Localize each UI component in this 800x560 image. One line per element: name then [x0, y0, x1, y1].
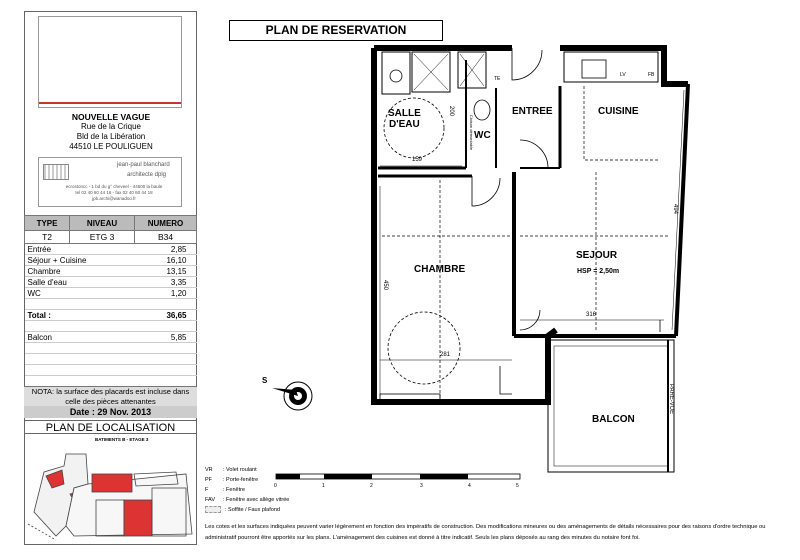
scale-label: 1 — [322, 483, 325, 489]
legend-item: : Soffite / Faux plafond — [205, 505, 289, 515]
total-row: Total : 36,65 — [25, 310, 197, 321]
plan-title: PLAN DE RESERVATION — [229, 20, 443, 41]
scale-label: 2 — [370, 483, 373, 489]
fixture-te: TE — [494, 76, 501, 82]
dim-281: 281 — [440, 352, 451, 358]
cloison-label: Cloison démontable — [469, 114, 475, 151]
legend — [205, 465, 289, 515]
compass-icon — [272, 382, 312, 410]
type-value: T2 — [25, 231, 70, 244]
address-city: 44510 LE POULIGUEN — [69, 142, 153, 151]
project-name: NOUVELLE VAGUE — [71, 112, 151, 122]
ceiling-height: HSP = 2,50m — [577, 268, 620, 275]
legend-item: FAV : Fenêtre avec allège vitrée — [205, 497, 290, 503]
table-row: WC 1,20 — [25, 288, 197, 299]
dim-450: 450 — [382, 279, 389, 291]
plan-date: Date : 29 Nov. 2013 — [24, 406, 197, 418]
address-street: Rue de la Crique — [80, 122, 142, 131]
col-type: TYPE — [25, 216, 70, 231]
col-numero: NUMERO — [135, 216, 197, 231]
room-label-chambre: CHAMBRE — [414, 264, 466, 275]
dim-159: 159 — [412, 157, 423, 163]
surface-note: NOTA: la surface des placards est incluse dans celle des pièces attenantes — [24, 386, 197, 407]
balcon-row: Balcon 5,85 — [25, 332, 197, 343]
architect-email: jpb.archi@wanadoo.fr — [92, 196, 136, 201]
architect-title: architecte dplg — [127, 172, 167, 178]
architect-name: jean-paul blanchard — [117, 162, 170, 168]
compass-south: S — [262, 376, 268, 385]
numero-value: B34 — [135, 231, 197, 244]
pare-vue-label: PARE-VUE — [668, 383, 675, 415]
disclaimer: Les cotes et les surfaces indiquées peuvent varier légèrement en fonction des impératifs de construction. Des modifications mineures ou des aménagements de détails nécessaires pour des raisons d'ordre technique ou administratif pourront être apportés sur les plans. L'aménagement des cuisines est donné à titre indicatif. Seuls les plans déposés au rang des minutes du notaire font foi. — [205, 524, 766, 541]
table-row: Séjour + Cuisine 16,10 — [25, 255, 197, 266]
col-niveau: NIVEAU — [70, 216, 135, 231]
localisation-title: PLAN DE LOCALISATION — [24, 420, 197, 434]
scale-label: 3 — [420, 483, 423, 489]
table-row: Salle d'eau 3,35 — [25, 277, 197, 288]
table-row: Chambre 13,15 — [25, 266, 197, 277]
soffite-swatch — [205, 506, 221, 513]
room-label-salle: SALLE D'EAU — [388, 108, 421, 130]
scale-label: 5 — [516, 483, 519, 489]
scale-label: 4 — [468, 483, 471, 489]
scale-label: 0 — [274, 483, 277, 489]
room-label-entree: ENTREE — [512, 106, 553, 117]
room-label-wc: WC — [474, 130, 491, 141]
room-label-cuisine: CUISINE — [598, 106, 639, 117]
dim-316: 316 — [586, 312, 597, 318]
legend-item: F : Fenêtre — [205, 487, 246, 493]
room-label-balcon: BALCON — [592, 414, 635, 425]
localisation-subtitle: BATIMENTS B - ETAGE 3 — [95, 437, 149, 442]
legend-item: VR : Volet roulant — [205, 467, 257, 473]
legend-item: PF : Porte-fenêtre — [205, 477, 259, 483]
architect-phone: tel 02 40 60 44 16 - fax 02 40 60 44 18 — [75, 190, 153, 195]
architect-address: ecrostoncc - 1 bd du g° cheveel - 44500 la baule — [65, 184, 163, 189]
fixture-fb: FB — [648, 72, 655, 78]
room-label-sejour: SEJOUR — [576, 250, 618, 261]
niveau-value: ETG 3 — [70, 231, 135, 244]
dim-200: 200 — [448, 105, 455, 117]
table-row: Entrée 2,85 — [25, 244, 197, 255]
scale-bar — [276, 474, 520, 479]
dim-494: 494 — [672, 203, 679, 215]
fixture-lv: LV — [620, 72, 626, 78]
address-street2: Bld de la Libération — [76, 132, 146, 141]
